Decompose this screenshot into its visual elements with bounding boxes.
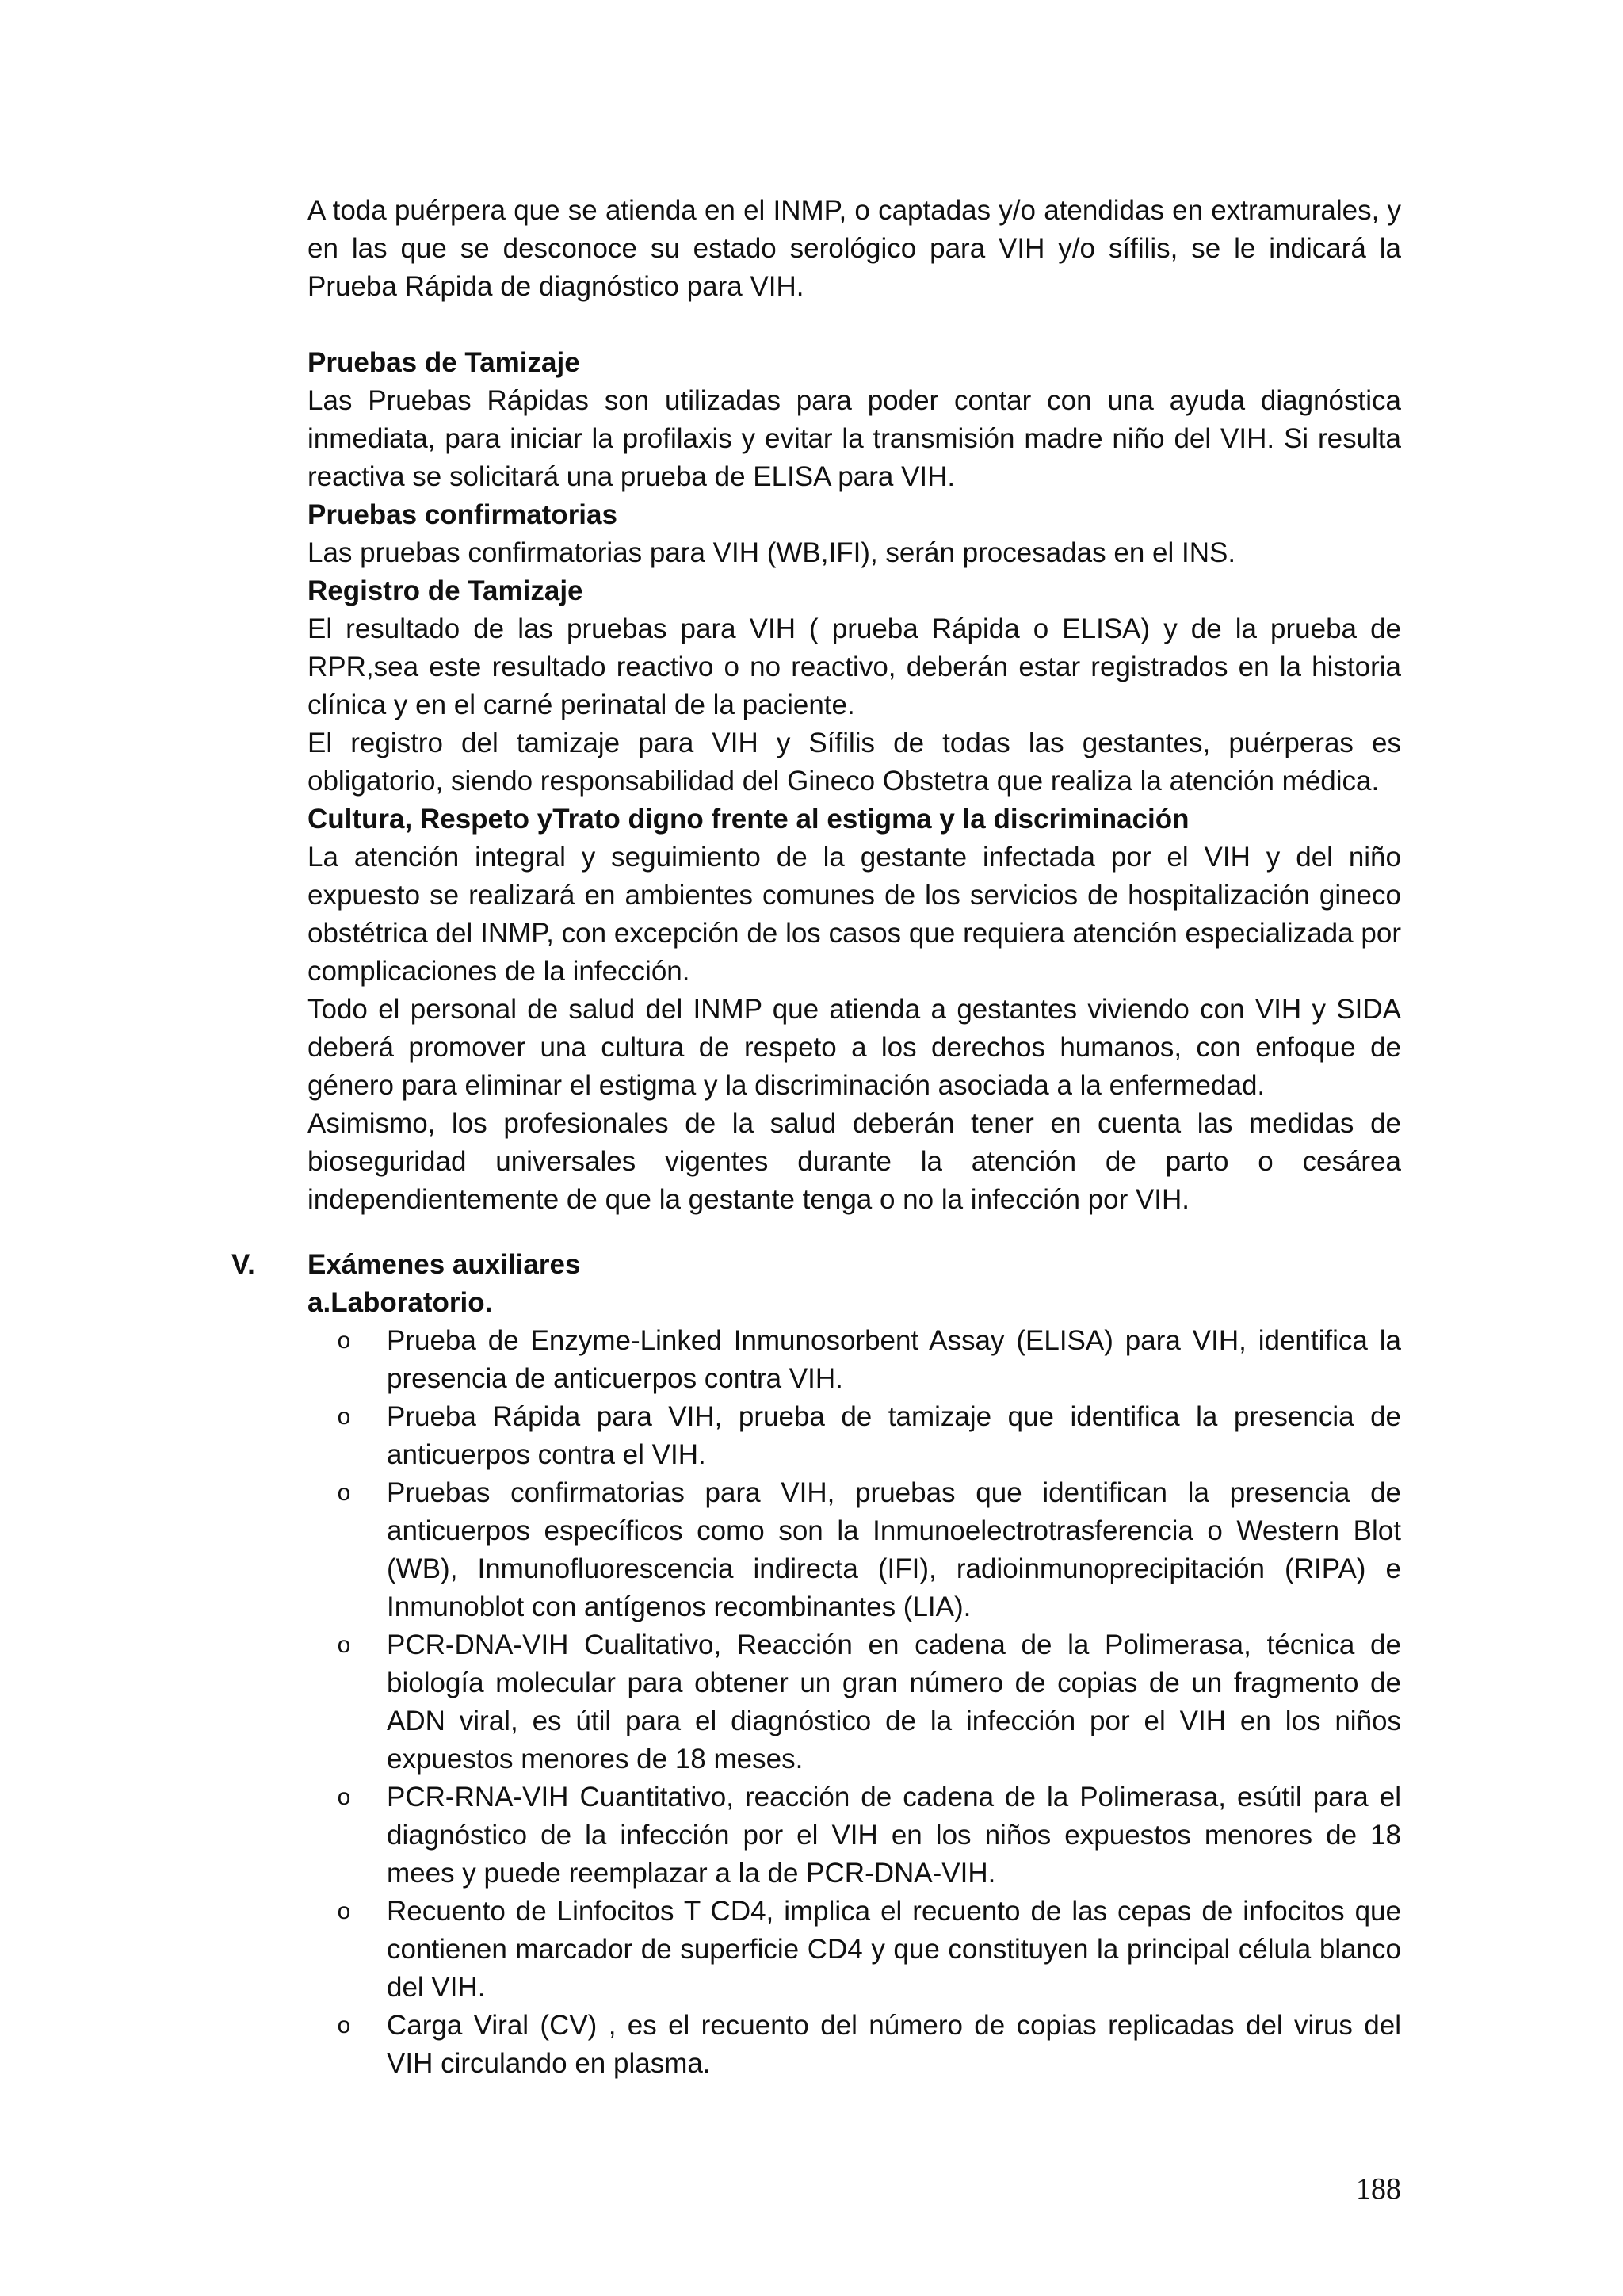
confirmatorias-heading: Pruebas confirmatorias — [307, 499, 617, 530]
list-item-text: Recuento de Linfocitos T CD4, implica el recuento de las cepas de infocitos que contienen marcador de superficie CD4 y que constituyen la principal célula blanco del VIH. — [387, 1896, 1401, 2003]
list-item-text: PCR-RNA-VIH Cuantitativo, reacción de cadena de la Polimerasa, esútil para el diagnóstico de la infección por el VIH en los niños expuestos menores de 18 mees y puede reemplazar a la de PCR-DNA-VIH. — [387, 1782, 1401, 1889]
section-v-heading — [231, 1246, 1401, 1284]
tamizaje-heading: Pruebas de Tamizaje — [307, 347, 580, 378]
bullet-icon: o — [337, 1784, 351, 1810]
bullet-icon: o — [337, 1480, 351, 1506]
cultura-paragraph-1: La atención integral y seguimiento de la gestante infectada por el VIH y del niño expuesto se realizará en ambientes comunes de los servicios de hospitalización gineco obstétrica del INMP, con excepción de los casos que requiera atención especializada por complicaciones de la infección. — [307, 842, 1401, 987]
section-title: Exámenes auxiliares — [307, 1249, 581, 1280]
cultura-paragraph-2: Todo el personal de salud del INMP que atienda a gestantes viviendo con VIH y SIDA deberá promover una cultura de respeto a los derechos humanos, con enfoque de género para eliminar el estigma y la discriminación asociada a la enfermedad. — [307, 994, 1401, 1101]
list-item-text: PCR-DNA-VIH Cualitativo, Reacción en cadena de la Polimerasa, técnica de biología molecular para obtener un gran número de copias de un fragmento de ADN viral, es útil para el diagnóstico de la infección por el VIH en los niños expuestos menores de 18 meses. — [387, 1629, 1401, 1775]
main-text-block — [307, 192, 1401, 1219]
bullet-icon: o — [337, 1328, 351, 1354]
list-item — [231, 1893, 1401, 2007]
registro-paragraph-1: El resultado de las pruebas para VIH ( prueba Rápida o ELISA) y de la prueba de RPR,sea este resultado reactivo o no reactivo, deberán estar registrados en la historia clínica y en el carné perinatal de la paciente. — [307, 613, 1401, 720]
registro-paragraph-2: El registro del tamizaje para VIH y Sífilis de todas las gestantes, puérperas es obligatorio, siendo responsabilidad del Gineco Obstetra que realiza la atención médica. — [307, 728, 1401, 797]
bullet-icon: o — [337, 2012, 351, 2038]
bullet-icon: o — [337, 1632, 351, 1658]
list-item-text: Carga Viral (CV) , es el recuento del número de copias replicadas del virus del VIH circulando en plasma. — [387, 2010, 1401, 2079]
list-item — [231, 2007, 1401, 2083]
bullet-icon: o — [337, 1898, 351, 1924]
spacer — [307, 306, 1401, 344]
laboratorio-list — [231, 1322, 1401, 2083]
list-item-text: Prueba de Enzyme-Linked Inmunosorbent Assay (ELISA) para VIH, identifica la presencia de anticuerpos contra VIH. — [387, 1325, 1401, 1394]
list-item — [231, 1474, 1401, 1626]
section-v — [231, 1246, 1401, 2083]
intro-paragraph: A toda puérpera que se atienda en el INMP, o captadas y/o atendidas en extramurales, y en las que se desconoce su estado serológico para VIH y/o sífilis, se le indicará la Prueba Rápida de diagnóstico para VIH. — [307, 195, 1401, 302]
list-item-text: Prueba Rápida para VIH, prueba de tamizaje que identifica la presencia de anticuerpos contra el VIH. — [387, 1401, 1401, 1470]
bullet-icon: o — [337, 1404, 351, 1430]
laboratorio-subheading: a.Laboratorio. — [307, 1287, 493, 1318]
registro-heading: Registro de Tamizaje — [307, 575, 583, 606]
confirmatorias-paragraph: Las pruebas confirmatorias para VIH (WB,IFI), serán procesadas en el INS. — [307, 537, 1236, 568]
list-item — [231, 1778, 1401, 1893]
list-item — [231, 1322, 1401, 1398]
list-item-text: Pruebas confirmatorias para VIH, pruebas que identifican la presencia de anticuerpos específicos como son la Inmunoelectrotrasferencia o Western Blot (WB), Inmunofluorescencia indirecta (IFI), radioinmunoprecipitación (RIPA) e Inmunoblot con antígenos recombinantes (LIA). — [387, 1477, 1401, 1622]
cultura-paragraph-3: Asimismo, los profesionales de la salud deberán tener en cuenta las medidas de bioseguridad universales vigentes durante la atención de parto o cesárea independientemente de que la gestante tenga o no la infección por VIH. — [307, 1108, 1401, 1215]
page-number: 188 — [1356, 2172, 1401, 2206]
list-item — [231, 1398, 1401, 1474]
cultura-heading: Cultura, Respeto yTrato digno frente al estigma y la discriminación — [307, 804, 1190, 835]
tamizaje-paragraph: Las Pruebas Rápidas son utilizadas para poder contar con una ayuda diagnóstica inmediata, para iniciar la profilaxis y evitar la transmisión madre niño del VIH. Si resulta reactiva se solicitará una prueba de ELISA para VIH. — [307, 385, 1401, 492]
section-number: V. — [231, 1249, 255, 1280]
list-item — [231, 1626, 1401, 1778]
